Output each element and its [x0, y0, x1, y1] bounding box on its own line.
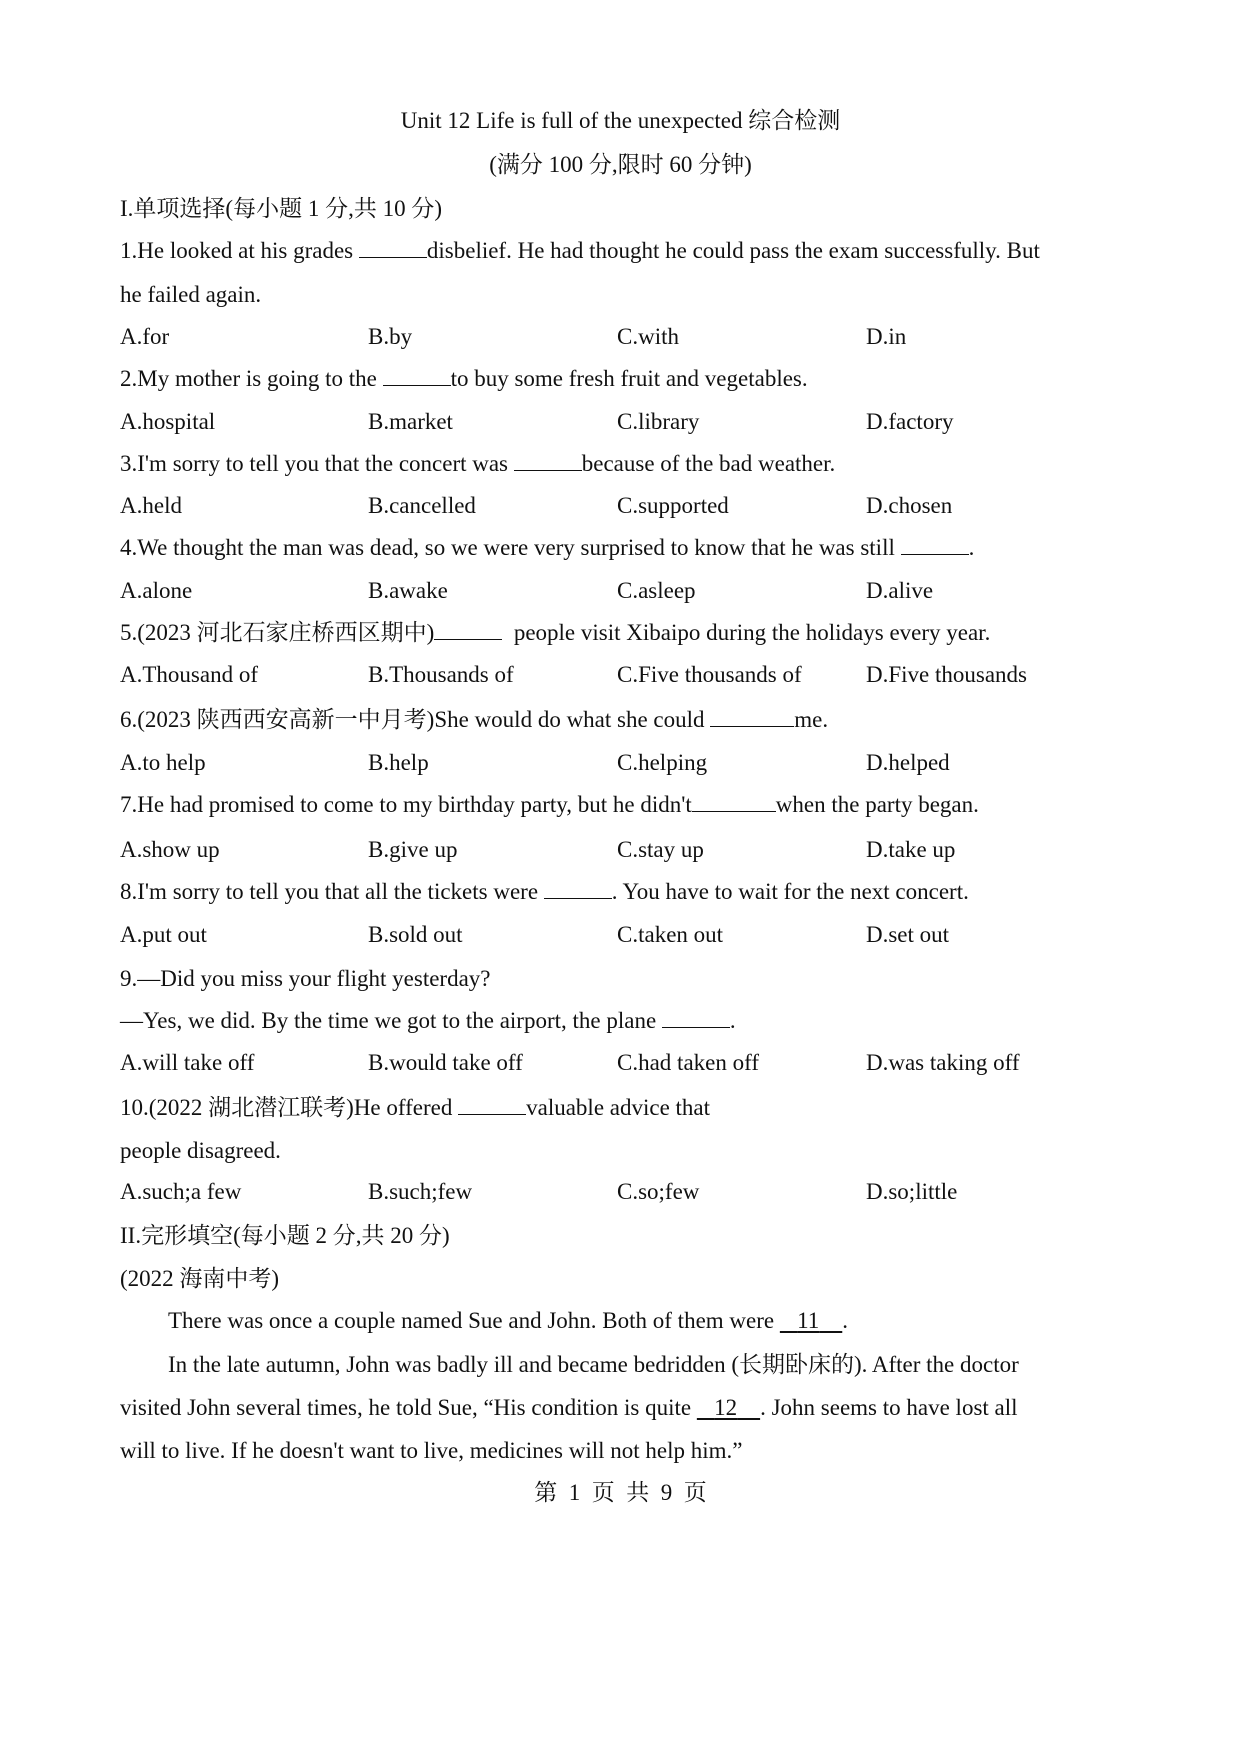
option-d: D.take up: [866, 837, 956, 862]
option-d: D.Five thousands: [866, 662, 1027, 687]
option-b: B.give up: [368, 837, 458, 862]
option-c: C.helping: [617, 750, 708, 775]
option-a: A.put out: [120, 922, 207, 947]
option-c: C.with: [617, 324, 679, 349]
section-heading: II.完形填空(每小题 2 分,共 20 分): [120, 1223, 450, 1248]
answer-blank: [662, 1007, 730, 1028]
question-text: 10.(2022 湖北潜江联考)He offered: [120, 1095, 459, 1120]
question-text: . You have to wait for the next concert.: [611, 879, 969, 904]
option-b: B.by: [368, 324, 413, 349]
answer-blank: [901, 534, 969, 555]
passage-text: There was once a couple named Sue and John. Both of them were: [168, 1308, 780, 1333]
option-b: B.cancelled: [368, 493, 476, 518]
question-text: people visit Xibaipo during the holidays every year.: [502, 620, 991, 645]
option-c: C.supported: [617, 493, 729, 518]
question-10-continued: people disagreed.: [120, 1138, 281, 1163]
question-text: —Yes, we did. By the time we got to the airport, the plane: [120, 1008, 662, 1033]
question-4: [120, 533, 974, 563]
option-c: C.so;few: [617, 1179, 700, 1204]
question-text: valuable advice that: [526, 1095, 711, 1120]
question-9-reply: [120, 1006, 736, 1036]
question-text: 3.I'm sorry to tell you that the concert was: [120, 451, 514, 476]
question-7: [120, 790, 979, 820]
question-text: when the party began.: [775, 792, 979, 817]
question-text: disbelief. He had thought he could pass the exam successfully. But: [426, 238, 1040, 263]
question-2: [120, 364, 808, 394]
option-c: C.had taken off: [617, 1050, 760, 1075]
option-b: B.such;few: [368, 1179, 473, 1204]
option-d: D.set out: [866, 922, 950, 947]
option-a: A.Thousand of: [120, 662, 258, 687]
question-text: to buy some fresh fruit and vegetables.: [450, 366, 808, 391]
passage-paragraph-2-line-3: will to live. If he doesn't want to live, medicines will not help him.”: [120, 1438, 743, 1463]
question-text: 2.My mother is going to the: [120, 366, 383, 391]
answer-blank: [383, 365, 451, 386]
option-b: B.sold out: [368, 922, 463, 947]
option-b: B.help: [368, 750, 429, 775]
option-d: D.chosen: [866, 493, 953, 518]
option-c: C.asleep: [617, 578, 696, 603]
option-c: C.stay up: [617, 837, 704, 862]
option-d: D.was taking off: [866, 1050, 1020, 1075]
answer-blank: [710, 706, 794, 727]
option-d: D.factory: [866, 409, 954, 434]
passage-paragraph-1: [168, 1306, 848, 1336]
question-3: [120, 449, 835, 479]
option-c: C.Five thousands of: [617, 662, 802, 687]
option-c: C.taken out: [617, 922, 724, 947]
document-subtitle: (满分 100 分,限时 60 分钟): [489, 152, 752, 177]
question-text: 8.I'm sorry to tell you that all the tickets were: [120, 879, 544, 904]
option-a: A.such;a few: [120, 1179, 242, 1204]
question-text: 4.We thought the man was dead, so we were very surprised to know that he was still: [120, 535, 901, 560]
passage-paragraph-2-line-2: [120, 1393, 1018, 1423]
option-d: D.so;little: [866, 1179, 958, 1204]
question-text: .: [968, 535, 975, 560]
cloze-blank-12: 12: [714, 1395, 738, 1420]
passage-text: . John seems to have lost all: [760, 1395, 1018, 1420]
question-text: me.: [794, 707, 829, 732]
passage-text: .: [842, 1308, 849, 1333]
answer-blank: [514, 450, 582, 471]
option-b: B.would take off: [368, 1050, 523, 1075]
question-text: 6.(2023 陕西西安高新一中月考)She would do what she could: [120, 707, 711, 732]
passage-source: (2022 海南中考): [120, 1266, 280, 1291]
question-text: 1.He looked at his grades: [120, 238, 359, 263]
option-d: D.helped: [866, 750, 950, 775]
cloze-blank-11: 11: [797, 1308, 820, 1333]
question-1-continued: he failed again.: [120, 282, 262, 307]
option-a: A.show up: [120, 837, 220, 862]
answer-blank: [544, 878, 612, 899]
option-b: B.awake: [368, 578, 448, 603]
answer-blank: [359, 237, 427, 258]
option-a: A.alone: [120, 578, 193, 603]
option-b: B.market: [368, 409, 453, 434]
option-b: B.Thousands of: [368, 662, 514, 687]
question-10: [120, 1093, 710, 1123]
question-8: [120, 877, 969, 907]
option-a: A.to help: [120, 750, 206, 775]
question-text: 5.(2023 河北石家庄桥西区期中): [120, 620, 435, 645]
section-heading: I.单项选择(每小题 1 分,共 10 分): [120, 196, 442, 221]
question-6: [120, 705, 828, 735]
page-footer: 第 1 页 共 9 页: [534, 1480, 707, 1505]
question-9: 9.—Did you miss your flight yesterday?: [120, 966, 491, 991]
question-1: [120, 236, 1040, 266]
question-text: .: [729, 1008, 736, 1033]
option-d: D.in: [866, 324, 907, 349]
question-text: because of the bad weather.: [581, 451, 836, 476]
option-a: A.will take off: [120, 1050, 255, 1075]
option-a: A.held: [120, 493, 182, 518]
option-a: A.hospital: [120, 409, 216, 434]
option-c: C.library: [617, 409, 700, 434]
question-text: 7.He had promised to come to my birthday party, but he didn't: [120, 792, 692, 817]
answer-blank: [692, 791, 776, 812]
document-title: Unit 12 Life is full of the unexpected 综合检测: [400, 108, 841, 133]
passage-text: visited John several times, he told Sue, “His condition is quite: [120, 1395, 697, 1420]
passage-paragraph-2: In the late autumn, John was badly ill and became bedridden (长期卧床的). After the doctor: [168, 1352, 1019, 1377]
question-5: [120, 618, 990, 648]
option-d: D.alive: [866, 578, 934, 603]
option-a: A.for: [120, 324, 170, 349]
answer-blank: [458, 1094, 526, 1115]
answer-blank: [434, 619, 502, 640]
